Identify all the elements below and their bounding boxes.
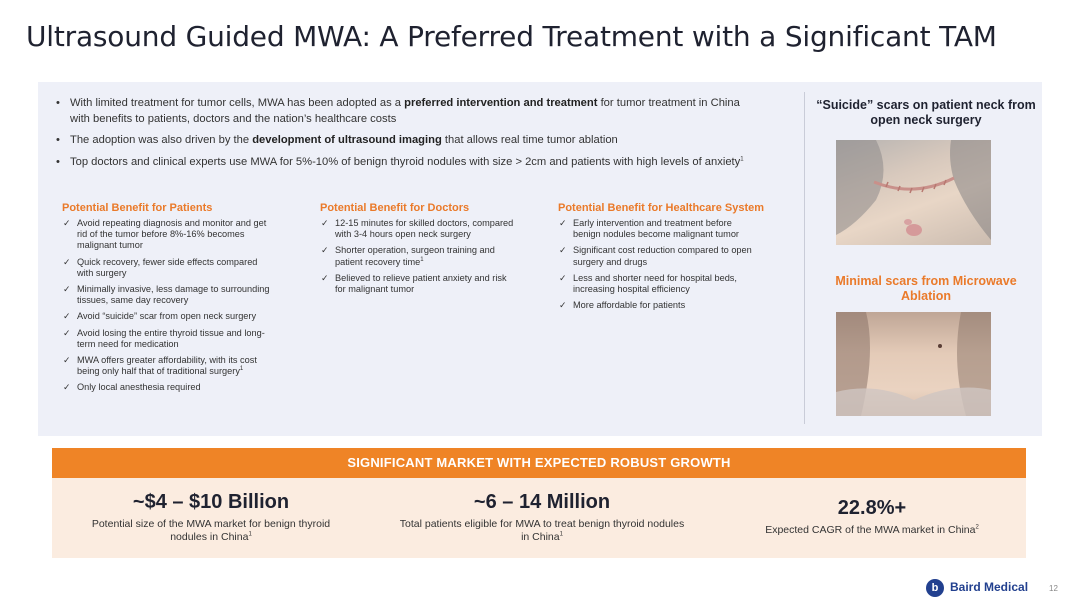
- metric-eligible-patients: ~6 – 14 Million Total patients eligible for MWA to treat benign thyroid nodules in China$^1$: [399, 491, 685, 543]
- intro-bullets: [56, 96, 756, 176]
- bullet-item: • The adoption was also driven by the development of ultrasound imaging that allows real time tumor ablation: [56, 133, 756, 149]
- check-item: ✓ Less and shorter need for hospital beds, increasing hospital efficiency: [558, 273, 753, 295]
- logo-mark-icon: b: [926, 579, 944, 597]
- check-item: ✓ Significant cost reduction compared to open surgery and drugs: [558, 245, 753, 267]
- check-item: ✓ Shorter operation, surgeon training and patient recovery time$^1$: [320, 245, 515, 267]
- column-heading: Potential Benefit for Doctors: [320, 202, 470, 214]
- check-item: ✓ Avoid “suicide” scar from open neck surgery: [62, 311, 275, 322]
- panel-divider: [804, 92, 805, 424]
- check-item: ✓ Avoid repeating diagnosis and monitor and get rid of the tumor before 8%-16% becomes malignant tumor: [62, 218, 275, 252]
- market-metrics: [52, 478, 1026, 558]
- check-item: ✓ Early intervention and treatment before benign nodules become malignant tumor: [558, 218, 753, 240]
- metric-cagr: 22.8%+ Expected CAGR of the MWA market in China$^2$: [765, 497, 979, 536]
- ablation-photo-caption: Minimal scars from Microwave Ablation: [835, 274, 1017, 303]
- check-item: ✓ Believed to relieve patient anxiety and risk for malignant tumor: [320, 273, 515, 295]
- benefits-doctors: [320, 202, 520, 300]
- check-item: ✓ More affordable for patients: [558, 300, 753, 311]
- scar-photo-caption: “Suicide” scars on patient neck from open neck surgery: [816, 98, 1036, 127]
- column-heading: Potential Benefit for Patients: [62, 202, 213, 214]
- baird-medical-logo: [926, 578, 1038, 598]
- bullet-item: • With limited treatment for tumor cells, MWA has been adopted as a preferred intervention and treatment for tumor treatment in China with benefits to patients, doctors and the nation’s healthcare costs: [56, 96, 756, 127]
- check-item: ✓ Only local anesthesia required: [62, 382, 275, 393]
- bullet-item: • Top doctors and clinical experts use MWA for 5%-10% of benign thyroid nodules with size > 2cm and patients with high levels of anxiety$^1$: [56, 155, 756, 171]
- microwave-ablation-neck-photo: [836, 312, 991, 416]
- check-item: ✓ Quick recovery, fewer side effects compared with surgery: [62, 257, 275, 279]
- open-surgery-scar-photo: [836, 140, 991, 245]
- page-title: Ultrasound Guided MWA: A Preferred Treatment with a Significant TAM: [26, 20, 997, 53]
- check-item: ✓ 12-15 minutes for skilled doctors, compared with 3-4 hours open neck surgery: [320, 218, 515, 240]
- metric-market-size: ~$4 – $10 Billion Potential size of the MWA market for benign thyroid nodules in China$^1$: [91, 491, 331, 543]
- market-banner: SIGNIFICANT MARKET WITH EXPECTED ROBUST GROWTH: [52, 448, 1026, 478]
- check-item: ✓ Avoid losing the entire thyroid tissue and long-term need for medication: [62, 328, 275, 350]
- benefits-patients: [62, 202, 278, 399]
- page-number: 12: [1049, 584, 1058, 593]
- logo-text: Baird Medical: [950, 580, 1029, 594]
- check-item: ✓ Minimally invasive, less damage to surrounding tissues, same day recovery: [62, 284, 275, 306]
- benefits-healthcare-system: [558, 202, 798, 316]
- content-panel: [38, 82, 1042, 436]
- column-heading: Potential Benefit for Healthcare System: [558, 202, 765, 214]
- check-item: ✓ MWA offers greater affordability, with its cost being only half that of traditional surgery$^1$: [62, 355, 275, 377]
